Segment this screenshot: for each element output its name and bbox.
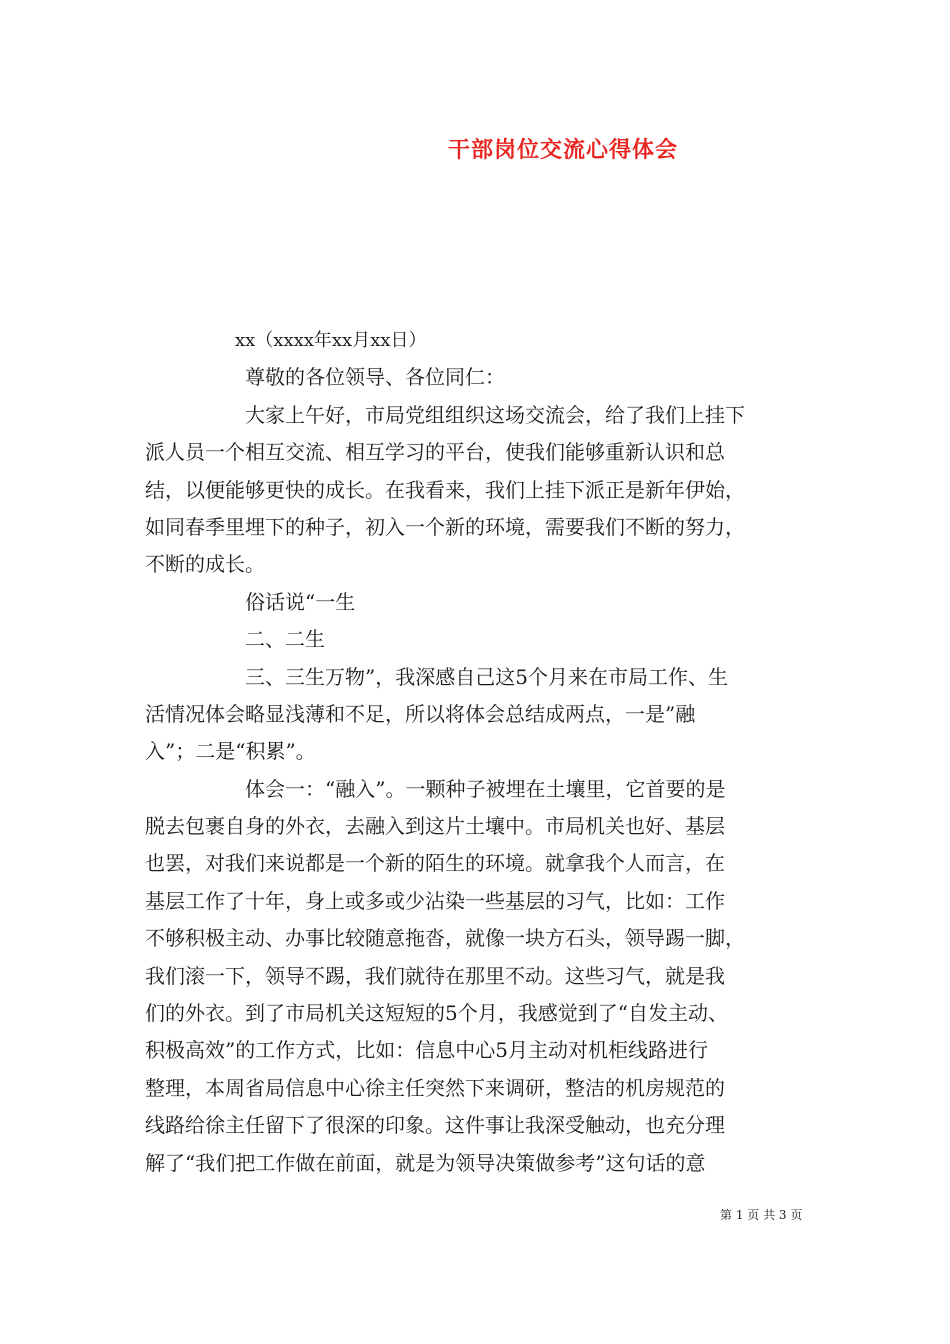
body-line: 积极高效”的工作方式，比如：信息中心5月主动对机柜线路进行 — [145, 1038, 708, 1063]
body-line: 整理，本周省局信息中心徐主任突然下来调研，整洁的机房规范的 — [145, 1075, 725, 1100]
document-title: 干部岗位交流心得体会 — [448, 137, 679, 163]
body-line: 俗话说“一生 — [245, 589, 356, 614]
body-line: 也罢，对我们来说都是一个新的陌生的环境。就拿我个人而言，在 — [145, 851, 725, 876]
body-line: 如同春季里埋下的种子，初入一个新的环境，需要我们不断的努力， — [145, 514, 745, 539]
body-line: 基层工作了十年，身上或多或少沾染一些基层的习气，比如：工作 — [145, 888, 725, 913]
body-line: 入”；二是“积累”。 — [145, 739, 316, 764]
body-line: 不断的成长。 — [145, 552, 265, 577]
page-number-footer: 第 1 页 共 3 页 — [720, 1208, 803, 1222]
body-line: 脱去包裹自身的外衣，去融入到这片土壤中。市局机关也好、基层 — [145, 814, 725, 839]
body-line: 二、二生 — [245, 627, 325, 652]
body-line: 们的外衣。到了市局机关这短短的5个月，我感觉到了“自发主动、 — [145, 1001, 728, 1026]
body-line: 大家上午好，市局党组组织这场交流会，给了我们上挂下 — [245, 402, 745, 427]
body-line: 线路给徐主任留下了很深的印象。这件事让我深受触动，也充分理 — [145, 1113, 725, 1138]
body-line: 活情况体会略显浅薄和不足，所以将体会总结成两点，一是”融 — [145, 701, 696, 726]
body-line: 三、三生万物”，我深感自己这5个月来在市局工作、生 — [245, 664, 728, 689]
body-line: 不够积极主动、办事比较随意拖沓，就像一块方石头，领导踢一脚， — [145, 926, 745, 951]
body-line: 解了“我们把工作做在前面，就是为领导决策做参考”这句话的意 — [145, 1150, 706, 1175]
body-line: 体会一：“融入”。一颗种子被埋在土壤里，它首要的是 — [245, 776, 726, 801]
body-line: 我们滚一下，领导不踢，我们就待在那里不动。这些习气，就是我 — [145, 963, 725, 988]
body-line: 结，以便能够更快的成长。在我看来，我们上挂下派正是新年伊始， — [145, 477, 745, 502]
document-body — [145, 322, 810, 1182]
salutation-line: 尊敬的各位领导、各位同仁： — [245, 365, 505, 390]
body-line: 派人员一个相互交流、相互学习的平台，使我们能够重新认识和总 — [145, 440, 725, 465]
date-line: xx（xxxx年xx月xx日） — [235, 330, 427, 351]
